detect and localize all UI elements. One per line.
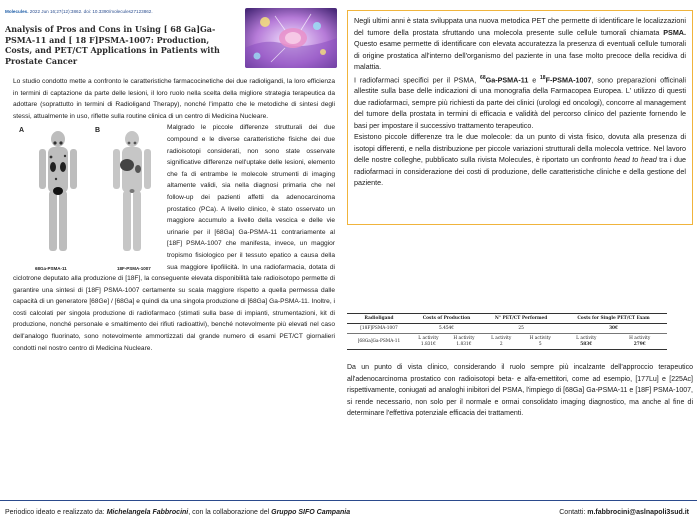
- table-row: [347, 334, 667, 350]
- cell-single-l: [560, 334, 612, 350]
- highlight-p3-text-end: tra i due radiofarmaci in considerazione dei costi di produzione, delle caratteristiche cliniche e della gestione del paziente.: [354, 155, 687, 188]
- pet-scan-figure: [13, 123, 163, 271]
- performed-h-value: 5: [538, 341, 542, 347]
- ga-psma-11-term: Ga-PSMA-11: [485, 74, 529, 84]
- article-paragraph-2: Malgrado le piccole differenze strutturali dei due compound e le diverse caratteristiche fisiche dei due radioisotopi considerati, non sono state osservate significative differenze nell'uptake delle lesioni, elemento che fa di entrambe le molecole strumenti di imaging altamente validi, sia nella diagnosi primaria che nel follow-up dei pazienti affetti da adenocarcinoma prostatico (PCa). A livello clinico, è stato osservato un maggiore accumulo a livello della vescica e delle vie urinarie per il [68Ga] Ga-PSMA-11 contrariamente al [18F] PSMA-1007 che manifesta, invece, un maggior tropismo fisiologico per il tessuto epatico a causa della sua maggiore lipofilicità. In una radiofarmacia, dotata di ciclotrone deputato alla produzione di [18F], la conseguente elevata disponibilità tale radioisotopo permette di garantire una sintesi di [18F] PSMA-1007 certamente su scala maggiore rispetto a quella permessa dalle capacità di un generatore [68Ge] / [68Ga] e quindi da una singola produzione di [68Ga] Ga-PSMA-11. Inoltre, i costi calcolati per singola produzione di radiofarmaco (stimati sulla base di impianti, strumentazioni, kit di produzione, nonché personale e smaltimento dei rifiuti radioattivi), benché notevolmente più elevati nel caso dell'analogo fluorinato, sono notevolmente ammortizzati dal grande numero di esami PET/CT giornalieri condotti nel nostro centro di Medicina Nucleare.: [13, 124, 335, 352]
- f-psma-1007-term: F-PSMA-1007: [545, 74, 592, 84]
- pet-scan-image-a: [31, 129, 85, 257]
- paper-title: Analysis of Pros and Cons in Using [ 68 Ga]Ga-PSMA-11 and [ 18 F]PSMA-1007: Production, Costs, and PET/CT Applications in Patients with Prostate Cancer: [5, 24, 220, 66]
- footer-contacts: [559, 509, 689, 516]
- cell-cost-single-exam: 30€: [560, 324, 667, 334]
- clinical-perspective-paragraph: Da un punto di vista clinico, considerando il ruolo sempre più incalzante dell'approccio terapeutico all'adenocarcinoma prostatico con radioisotopi beta- e alfa-emettitori, come ad esempio, [177Lu] e [225Ac] rispettivamente, coniugati ad analoghi inibitori del PSMA, l'impiego di [68Ga] Ga-PSMA-11 e [18F] PSMA-1007, si rende necessario, non solo per il normale e ormai consolidato imaging diagnostico, ma anche al fine di determinare l'effettiva potenziale efficacia dei trattamenti.: [347, 364, 693, 417]
- figure-label-b: B: [95, 127, 101, 135]
- h-activity-label: H activity: [453, 336, 475, 341]
- cell-cost-production-h: [446, 334, 482, 350]
- header-radioligand: Radioligand: [347, 314, 411, 324]
- prostate-illustration-image: [245, 8, 337, 68]
- cell-petct-performed: 25: [482, 324, 560, 334]
- footer-group: Gruppo SIFO Campania: [271, 509, 351, 516]
- cost-l-value: 1.831€: [420, 341, 436, 347]
- header-cost-single-exam: Costs for Single PET/CT Exam: [560, 314, 667, 324]
- footer-credit-prefix: Periodico ideato e realizzato da:: [5, 509, 107, 516]
- head-to-head-term: head to head: [613, 155, 657, 165]
- article-column: [5, 8, 337, 442]
- figure-caption-b: 18F-PSMA-1007: [117, 266, 151, 272]
- highlight-psma-term: PSMA.: [663, 27, 686, 37]
- highlight-paragraph-3: [354, 131, 686, 189]
- table-header-row: [347, 314, 667, 324]
- highlight-p1-text-end: Questo esame permette di identificare con elevata accuratezza la presenza di eventuali cellule tumorali di origine prostatica all'interno dell'organismo del paziente in una fase molto precoce della recidiva di malattia.: [354, 39, 686, 71]
- highlight-p1-text: Negli ultimi anni è stata sviluppata una nuova metodica PET che permette di identificare le localizzazioni del tumore della prostata sfruttando una molecola presente sulle cellule tumorali chiamata: [354, 16, 686, 37]
- pet-scan-image-b: [105, 129, 159, 257]
- cell-radioligand: [68Ga]Ga-PSMA-11: [347, 334, 411, 350]
- prostate-illustration-graphic: [245, 8, 337, 68]
- cell-single-h: [612, 334, 667, 350]
- cost-comparison-table: [347, 313, 667, 350]
- cell-radioligand: [18F]PSMA-1007: [347, 324, 411, 334]
- journal-name: Molecules.: [5, 9, 29, 14]
- psma-pet-highlight-box: [347, 10, 693, 225]
- article-paragraph-1: Lo studio condotto mette a confronto le caratteristiche farmacocinetiche dei due radioligandi, la loro efficienza in termini di captazione da parte delle lesioni, il loro ruolo nella scelta della migliore strategia terapeutica da adottare (soprattutto in termini di Radioligand Therapy), nonché l'impatto che le metodiche di sintesi degli stessi, attualmente in uso, riflette sulla routine clinica di un centro di Medicina Nucleare.: [13, 78, 335, 120]
- cell-performed-h: [520, 334, 560, 350]
- header-costs-production: Costs of Production: [411, 314, 482, 324]
- cell-performed-l: [482, 334, 520, 350]
- l-activity-label: L activity: [491, 336, 512, 341]
- cell-cost-production-l: [411, 334, 446, 350]
- highlight-paragraph-2: [354, 73, 686, 132]
- highlight-paragraph-1: [354, 15, 686, 73]
- highlight-p2-text-end: , sono preparazioni officinali allestite sulla base delle indicazioni di una monografia della Farmacopea Europea. L' utilizzo di questi due radiofarmaci, sempre più richiesti da parte dei clinici (urologi ed oncologi), concorre al management del tumore della prostata in termini di efficacia e validità del percorso clinico del paziente fornendo le basi per impostare il successivo trattamento terapeutico.: [354, 74, 686, 130]
- table-row: [347, 324, 667, 334]
- performed-l-value: 2: [499, 341, 503, 347]
- cell-cost-production: 5.454€: [411, 324, 482, 334]
- footer-email-link[interactable]: m.fabbrocini@aslnapoli3sud.it: [587, 509, 689, 516]
- page-footer: [0, 500, 697, 525]
- footer-collab-text: , con la collaborazione del: [188, 509, 272, 516]
- l-activity-label: L activity: [418, 336, 439, 341]
- footer-contact-label: Contatti:: [559, 509, 588, 516]
- highlight-p3-text: Esistono piccole differenze tra le due molecole: da un punto di vista fisico, dovuta alla presenza di isotopi differenti, e nella distribuzione per piccole variazioni strutturali della molecola vettrice. Nel lavoro delle nostre colleghe, pubblicato sulla rivista Molecules, è riportato un confronto: [354, 132, 686, 165]
- header-petct-performed: N° PET/CT Performed: [482, 314, 560, 324]
- single-l-value: 583€: [580, 341, 593, 347]
- figure-label-a: A: [19, 127, 25, 135]
- f-isotope-mass: 18: [540, 74, 546, 81]
- footer-credits: [5, 509, 350, 516]
- h-activity-label: H activity: [529, 336, 551, 341]
- highlight-p2-text: I radiofarmaci specifici per il PSMA,: [354, 74, 481, 84]
- ga-isotope-mass: 68: [480, 74, 486, 81]
- citation-details: 2022 Jun 16;27(12):3862. doi: 10.3390/molecules27123862.: [29, 9, 153, 14]
- h-activity-label: H activity: [629, 336, 651, 341]
- figure-caption-a: 68Ga-PSMA-11: [35, 266, 67, 272]
- article-body: [13, 76, 335, 354]
- single-h-value: 279€: [633, 341, 646, 347]
- cost-h-value: 1.831€: [456, 341, 472, 347]
- l-activity-label: L activity: [576, 336, 597, 341]
- highlight-p2-connector: e: [528, 74, 541, 84]
- footer-author: Michelangela Fabbrocini: [106, 509, 189, 516]
